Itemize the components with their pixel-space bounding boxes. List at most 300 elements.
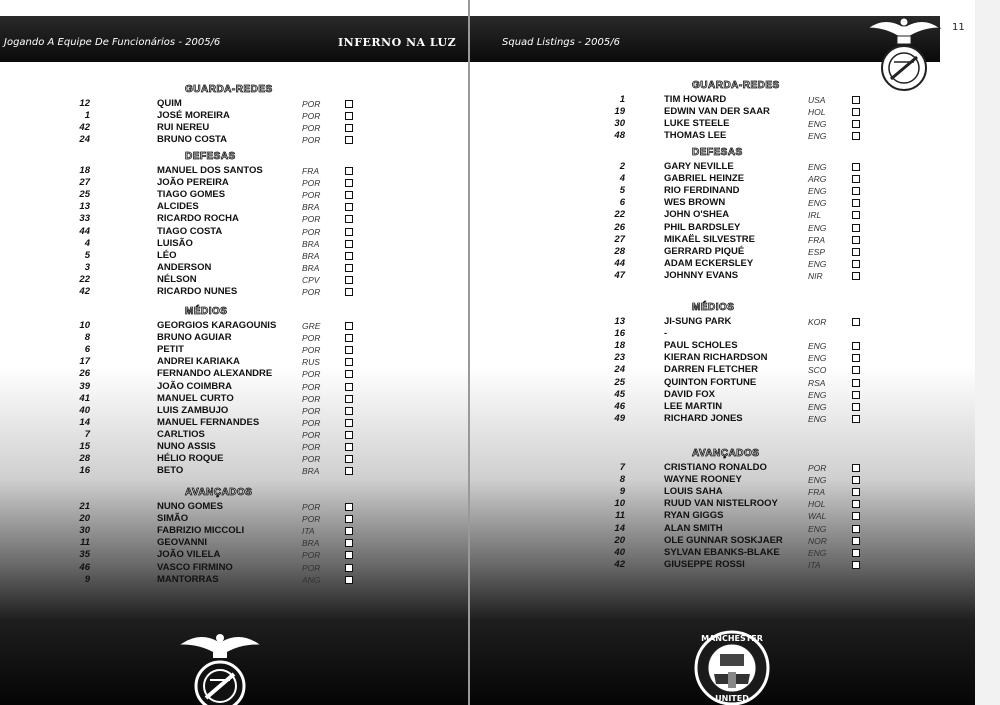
tick-checkbox[interactable] bbox=[345, 503, 353, 511]
player-name: GEORGIOS KARAGOUNIS bbox=[157, 320, 277, 331]
tick-checkbox[interactable] bbox=[345, 264, 353, 272]
tick-checkbox[interactable] bbox=[852, 500, 860, 508]
section-heading: GUARDA-REDES bbox=[692, 80, 780, 91]
player-row bbox=[0, 274, 460, 286]
player-name: RICARDO ROCHA bbox=[157, 213, 239, 225]
player-name: JOSÉ MOREIRA bbox=[157, 110, 230, 122]
tick-checkbox[interactable] bbox=[852, 342, 860, 350]
player-name: LUIS ZAMBUJO bbox=[157, 404, 229, 416]
squad-number: 46 bbox=[614, 400, 625, 412]
squad-number: 24 bbox=[614, 364, 625, 376]
squad-number: 22 bbox=[614, 209, 625, 221]
player-name: JOÃO COIMBRA bbox=[157, 380, 232, 392]
player-row bbox=[470, 498, 930, 510]
right-header-subtitle: Squad Listings - 2005/6 bbox=[502, 37, 620, 48]
nationality: FRA bbox=[808, 234, 825, 245]
tick-checkbox[interactable] bbox=[852, 354, 860, 362]
player-name: FABRIZIO MICCOLI bbox=[157, 525, 245, 537]
player-name: CRISTIANO RONALDO bbox=[664, 462, 767, 473]
player-row bbox=[0, 537, 460, 549]
squad-number: 1 bbox=[619, 94, 625, 105]
page-number: 11 bbox=[952, 22, 965, 33]
nationality: ENG bbox=[808, 523, 827, 534]
player-row bbox=[470, 328, 930, 340]
section-heading: GUARDA-REDES bbox=[185, 84, 273, 95]
player-name: MANUEL CURTO bbox=[157, 392, 234, 404]
svg-text:MANCHESTER: MANCHESTER bbox=[701, 634, 763, 643]
squad-number: 27 bbox=[79, 177, 90, 189]
squad-number: 20 bbox=[79, 513, 90, 525]
tick-checkbox[interactable] bbox=[852, 366, 860, 374]
squad-number: 44 bbox=[79, 225, 90, 237]
player-row bbox=[470, 535, 930, 547]
player-name: - bbox=[664, 328, 668, 340]
player-name: ADAM ECKERSLEY bbox=[664, 257, 754, 269]
tick-checkbox[interactable] bbox=[345, 576, 353, 584]
tick-checkbox[interactable] bbox=[345, 191, 353, 199]
tick-checkbox[interactable] bbox=[345, 407, 353, 415]
squad-number: 22 bbox=[79, 273, 90, 285]
player-name: RYAN GIGGS bbox=[664, 510, 724, 522]
tick-checkbox[interactable] bbox=[852, 464, 860, 472]
player-name: JOÃO VILELA bbox=[157, 549, 221, 561]
squad-number: 25 bbox=[79, 189, 90, 201]
tick-checkbox[interactable] bbox=[345, 515, 353, 523]
nationality: HOL bbox=[808, 499, 826, 510]
player-row bbox=[470, 364, 930, 376]
squad-number: 30 bbox=[614, 118, 625, 130]
nationality: ENG bbox=[808, 401, 827, 412]
tick-checkbox[interactable] bbox=[852, 476, 860, 484]
squad-number: 7 bbox=[84, 428, 90, 440]
tick-checkbox[interactable] bbox=[345, 112, 353, 120]
squad-number: 35 bbox=[79, 549, 90, 561]
nationality: FRA bbox=[808, 487, 825, 498]
player-row bbox=[470, 246, 930, 258]
player-row bbox=[0, 344, 460, 356]
player-name: WES BROWN bbox=[664, 197, 726, 209]
squad-number: 13 bbox=[79, 201, 90, 213]
squad-number: 2 bbox=[619, 161, 625, 172]
player-name: WAYNE ROONEY bbox=[664, 474, 742, 486]
player-name: MIKAËL SILVESTRE bbox=[664, 233, 755, 245]
squad-number: 11 bbox=[615, 510, 625, 522]
player-name: BRUNO COSTA bbox=[157, 134, 228, 146]
squad-number: 42 bbox=[79, 122, 90, 134]
tick-checkbox[interactable] bbox=[345, 467, 353, 475]
player-name: LUKE STEELE bbox=[664, 118, 730, 130]
nationality: POR bbox=[302, 454, 321, 465]
tick-checkbox[interactable] bbox=[852, 512, 860, 520]
nationality: ITA bbox=[808, 559, 821, 570]
tick-checkbox[interactable] bbox=[852, 163, 860, 171]
nationality: SCO bbox=[808, 365, 827, 376]
squad-number: 10 bbox=[79, 320, 90, 331]
squad-number: 16 bbox=[614, 328, 625, 340]
player-name: MANUEL FERNANDES bbox=[157, 416, 260, 428]
tick-checkbox[interactable] bbox=[345, 346, 353, 354]
player-row bbox=[0, 562, 460, 574]
benfica-crest-top-icon bbox=[866, 14, 942, 94]
squad-number: 8 bbox=[84, 332, 90, 344]
player-name: PHIL BARDSLEY bbox=[664, 221, 741, 233]
squad-number: 12 bbox=[79, 98, 90, 109]
player-row bbox=[0, 441, 460, 453]
player-name: ANDERSON bbox=[157, 261, 212, 273]
player-row bbox=[470, 270, 930, 282]
player-name: EDWIN VAN DER SAAR bbox=[664, 106, 770, 118]
tick-checkbox[interactable] bbox=[345, 167, 353, 175]
nationality: POR bbox=[302, 417, 321, 428]
player-name: FERNANDO ALEXANDRE bbox=[157, 368, 273, 380]
player-row bbox=[0, 417, 460, 429]
tick-checkbox[interactable] bbox=[345, 322, 353, 330]
player-row bbox=[470, 161, 930, 173]
player-row bbox=[0, 453, 460, 465]
player-name: RICARDO NUNES bbox=[157, 286, 238, 297]
player-name: BRUNO AGUIAR bbox=[157, 332, 232, 344]
player-name: ALCIDES bbox=[157, 201, 199, 213]
tick-checkbox[interactable] bbox=[852, 132, 860, 140]
squad-number: 5 bbox=[619, 185, 625, 197]
player-name: LEE MARTIN bbox=[664, 400, 723, 412]
nationality: NOR bbox=[808, 535, 827, 546]
player-row bbox=[0, 405, 460, 417]
tick-checkbox[interactable] bbox=[852, 260, 860, 268]
player-name: SYLVAN EBANKS-BLAKE bbox=[664, 546, 780, 558]
tick-checkbox[interactable] bbox=[345, 551, 353, 559]
nationality: POR bbox=[302, 214, 321, 225]
player-row bbox=[0, 122, 460, 134]
player-name: DAVID FOX bbox=[664, 388, 716, 400]
tick-checkbox[interactable] bbox=[852, 96, 860, 104]
player-row bbox=[470, 523, 930, 535]
tick-checkbox[interactable] bbox=[345, 419, 353, 427]
right-page bbox=[470, 0, 975, 705]
tick-checkbox[interactable] bbox=[852, 549, 860, 557]
section-heading: AVANÇADOS bbox=[692, 448, 760, 459]
squad-number: 39 bbox=[79, 380, 90, 392]
tick-checkbox[interactable] bbox=[852, 248, 860, 256]
player-name: NÉLSON bbox=[157, 273, 197, 285]
nationality: BRA bbox=[302, 250, 320, 261]
tick-checkbox[interactable] bbox=[345, 100, 353, 108]
player-name: JOÃO PEREIRA bbox=[157, 177, 229, 189]
squad-number: 21 bbox=[79, 501, 90, 512]
player-name: TIM HOWARD bbox=[664, 94, 727, 105]
squad-number: 40 bbox=[614, 546, 625, 558]
tick-checkbox[interactable] bbox=[852, 318, 860, 326]
nationality: ANG bbox=[302, 574, 321, 585]
player-row bbox=[0, 381, 460, 393]
squad-number: 14 bbox=[614, 522, 625, 534]
squad-number: 20 bbox=[614, 534, 625, 546]
tick-checkbox[interactable] bbox=[852, 272, 860, 280]
squad-number: 30 bbox=[79, 525, 90, 537]
section-heading: MÉDIOS bbox=[185, 306, 228, 317]
tick-checkbox[interactable] bbox=[345, 240, 353, 248]
squad-number: 4 bbox=[619, 173, 625, 185]
manchester-united-crest-icon bbox=[692, 624, 772, 705]
nationality: ARG bbox=[808, 174, 827, 185]
player-name: THOMAS LEE bbox=[664, 130, 727, 142]
nationality: ITA bbox=[302, 526, 315, 537]
section-heading: DEFESAS bbox=[692, 147, 743, 158]
player-name: LÉO bbox=[157, 249, 177, 261]
tick-checkbox[interactable] bbox=[345, 527, 353, 535]
player-row bbox=[470, 234, 930, 246]
player-name: BETO bbox=[157, 465, 184, 477]
left-page bbox=[0, 0, 468, 705]
squad-number: 45 bbox=[614, 388, 625, 400]
tick-checkbox[interactable] bbox=[345, 358, 353, 366]
player-row bbox=[0, 238, 460, 250]
player-row bbox=[0, 525, 460, 537]
squad-number: 16 bbox=[79, 465, 90, 477]
player-row bbox=[470, 118, 930, 130]
section-heading: AVANÇADOS bbox=[185, 487, 253, 498]
benfica-crest-icon bbox=[180, 630, 260, 705]
player-row bbox=[0, 332, 460, 344]
nationality: POR bbox=[302, 178, 321, 189]
nationality: POR bbox=[302, 111, 321, 122]
squad-number: 24 bbox=[79, 134, 90, 146]
nationality: POR bbox=[302, 442, 321, 452]
player-row bbox=[470, 185, 930, 197]
tick-checkbox[interactable] bbox=[345, 179, 353, 187]
nationality: KOR bbox=[808, 317, 827, 327]
squad-number: 10 bbox=[614, 498, 625, 510]
nationality: BRA bbox=[302, 202, 320, 213]
squad-number: 5 bbox=[84, 249, 90, 261]
svg-text:UNITED: UNITED bbox=[715, 694, 749, 703]
nationality: POR bbox=[302, 381, 321, 392]
nationality: POR bbox=[808, 463, 827, 473]
tick-checkbox[interactable] bbox=[345, 124, 353, 132]
player-name: PETIT bbox=[157, 344, 184, 356]
nationality: POR bbox=[302, 135, 321, 146]
nationality: ENG bbox=[808, 547, 827, 558]
player-name: HÉLIO ROQUE bbox=[157, 453, 224, 465]
nationality: POR bbox=[302, 502, 321, 512]
tick-checkbox[interactable] bbox=[345, 228, 353, 236]
nationality: POR bbox=[302, 550, 321, 561]
squad-number: 26 bbox=[79, 368, 90, 380]
player-row bbox=[0, 262, 460, 274]
tick-checkbox[interactable] bbox=[852, 236, 860, 244]
nationality: ENG bbox=[808, 186, 827, 197]
nationality: ENG bbox=[808, 389, 827, 400]
player-row bbox=[0, 110, 460, 122]
nationality: ENG bbox=[808, 341, 827, 352]
squad-number: 49 bbox=[614, 412, 625, 424]
nationality: ENG bbox=[808, 353, 827, 364]
player-name: LUISÃO bbox=[157, 237, 193, 249]
player-row bbox=[0, 320, 460, 332]
nationality: ENG bbox=[808, 475, 827, 486]
squad-number: 25 bbox=[614, 376, 625, 388]
nationality: POR bbox=[302, 514, 321, 525]
nationality: POR bbox=[302, 369, 321, 380]
player-name: DARREN FLETCHER bbox=[664, 364, 758, 376]
nationality: POR bbox=[302, 287, 321, 297]
player-name: VASCO FIRMINO bbox=[157, 561, 233, 573]
tick-checkbox[interactable] bbox=[345, 431, 353, 439]
player-row bbox=[0, 201, 460, 213]
player-row bbox=[0, 574, 460, 586]
squad-number: 6 bbox=[84, 344, 90, 356]
squad-number: 6 bbox=[619, 197, 625, 209]
tick-checkbox[interactable] bbox=[345, 539, 353, 547]
player-row bbox=[0, 549, 460, 561]
player-row bbox=[0, 429, 460, 441]
tick-checkbox[interactable] bbox=[852, 224, 860, 232]
squad-number: 18 bbox=[614, 340, 625, 352]
squad-number: 48 bbox=[614, 130, 625, 142]
nationality: POR bbox=[302, 429, 321, 440]
squad-number: 3 bbox=[84, 261, 90, 273]
nationality: RUS bbox=[302, 357, 320, 368]
left-header-subtitle: Jogando A Equipe De Funcionários - 2005/6 bbox=[4, 37, 221, 48]
player-name: CARLTIOS bbox=[157, 428, 205, 440]
tick-checkbox[interactable] bbox=[345, 136, 353, 144]
nationality: NIR bbox=[808, 270, 823, 281]
tick-checkbox[interactable] bbox=[852, 525, 860, 533]
tick-checkbox[interactable] bbox=[852, 561, 860, 569]
player-row bbox=[0, 501, 460, 513]
tick-checkbox[interactable] bbox=[852, 391, 860, 399]
tick-checkbox[interactable] bbox=[345, 395, 353, 403]
squad-number: 1 bbox=[84, 110, 90, 122]
nationality: ENG bbox=[808, 198, 827, 209]
nationality: POR bbox=[302, 405, 321, 416]
left-header-title: INFERNO NA LUZ bbox=[338, 36, 457, 49]
player-name: TIAGO COSTA bbox=[157, 225, 223, 237]
tick-checkbox[interactable] bbox=[852, 108, 860, 116]
player-name: GERRARD PIQUÉ bbox=[664, 245, 745, 257]
player-name: QUIM bbox=[157, 98, 182, 109]
player-row bbox=[0, 356, 460, 368]
player-row bbox=[470, 222, 930, 234]
tick-checkbox[interactable] bbox=[345, 203, 353, 211]
player-name: ANDREI KARIAKA bbox=[157, 356, 240, 368]
tick-checkbox[interactable] bbox=[852, 120, 860, 128]
player-row bbox=[470, 130, 930, 142]
squad-number: 9 bbox=[84, 573, 90, 585]
player-name: RUI NEREU bbox=[157, 122, 210, 134]
squad-number: 40 bbox=[79, 404, 90, 416]
nationality: POR bbox=[302, 123, 321, 134]
player-row bbox=[470, 258, 930, 270]
squad-number: 7 bbox=[619, 462, 625, 473]
player-row bbox=[0, 368, 460, 380]
player-row bbox=[470, 559, 930, 571]
player-row bbox=[0, 250, 460, 262]
tick-checkbox[interactable] bbox=[852, 379, 860, 387]
squad-number: 11 bbox=[80, 537, 90, 549]
tick-checkbox[interactable] bbox=[345, 564, 353, 572]
player-row bbox=[470, 486, 930, 498]
squad-number: 27 bbox=[614, 233, 625, 245]
tick-checkbox[interactable] bbox=[345, 455, 353, 463]
nationality: ENG bbox=[808, 119, 827, 130]
player-name: NUNO GOMES bbox=[157, 501, 223, 512]
player-name: GARY NEVILLE bbox=[664, 161, 734, 172]
player-name: GIUSEPPE ROSSI bbox=[664, 558, 745, 570]
tick-checkbox[interactable] bbox=[852, 175, 860, 183]
player-row bbox=[0, 98, 460, 110]
player-name: LOUIS SAHA bbox=[664, 486, 723, 498]
nationality: POR bbox=[302, 345, 321, 356]
nationality: HOL bbox=[808, 107, 826, 118]
nationality: CPV bbox=[302, 274, 320, 285]
tick-checkbox[interactable] bbox=[852, 488, 860, 496]
player-row bbox=[470, 316, 930, 328]
tick-checkbox[interactable] bbox=[852, 211, 860, 219]
squad-number: 42 bbox=[614, 558, 625, 570]
player-row bbox=[470, 462, 930, 474]
nationality: ENG bbox=[808, 131, 827, 142]
nationality: POR bbox=[302, 190, 321, 201]
tick-checkbox[interactable] bbox=[345, 288, 353, 296]
player-row bbox=[470, 413, 930, 425]
nationality: ESP bbox=[808, 246, 826, 257]
player-row bbox=[0, 213, 460, 225]
squad-number: 8 bbox=[619, 474, 625, 486]
player-name: GEOVANNI bbox=[157, 537, 207, 549]
squad-number: 28 bbox=[79, 453, 90, 465]
player-row bbox=[0, 393, 460, 405]
player-name: OLE GUNNAR SOSKJAER bbox=[664, 534, 783, 546]
player-name: KIERAN RICHARDSON bbox=[664, 352, 768, 364]
nationality: GRE bbox=[302, 321, 321, 331]
player-row bbox=[0, 513, 460, 525]
squad-number: 41 bbox=[79, 392, 90, 404]
player-row bbox=[470, 377, 930, 389]
player-row bbox=[0, 177, 460, 189]
player-row bbox=[470, 340, 930, 352]
tick-checkbox[interactable] bbox=[345, 276, 353, 284]
tick-checkbox[interactable] bbox=[852, 187, 860, 195]
tick-checkbox[interactable] bbox=[345, 334, 353, 342]
tick-checkbox[interactable] bbox=[345, 383, 353, 391]
player-row bbox=[470, 106, 930, 118]
nationality: ENG bbox=[808, 258, 827, 269]
player-name: JI-SUNG PARK bbox=[664, 316, 732, 327]
player-row bbox=[0, 286, 460, 298]
nationality: IRL bbox=[808, 210, 822, 221]
squad-number: 14 bbox=[79, 416, 90, 428]
tick-checkbox[interactable] bbox=[852, 415, 860, 423]
squad-number: 23 bbox=[614, 352, 625, 364]
player-name: QUINTON FORTUNE bbox=[664, 376, 757, 388]
player-row bbox=[470, 389, 930, 401]
nationality: FRA bbox=[302, 166, 319, 176]
tick-checkbox[interactable] bbox=[852, 403, 860, 411]
nationality: BRA bbox=[302, 238, 320, 249]
tick-checkbox[interactable] bbox=[345, 370, 353, 378]
player-row bbox=[470, 197, 930, 209]
tick-checkbox[interactable] bbox=[345, 443, 353, 451]
nationality: POR bbox=[302, 333, 321, 344]
player-row bbox=[0, 189, 460, 201]
tick-checkbox[interactable] bbox=[852, 537, 860, 545]
tick-checkbox[interactable] bbox=[852, 199, 860, 207]
player-name: ALAN SMITH bbox=[664, 522, 723, 534]
tick-checkbox[interactable] bbox=[345, 215, 353, 223]
tick-checkbox[interactable] bbox=[345, 252, 353, 260]
squad-number: 18 bbox=[79, 165, 90, 176]
